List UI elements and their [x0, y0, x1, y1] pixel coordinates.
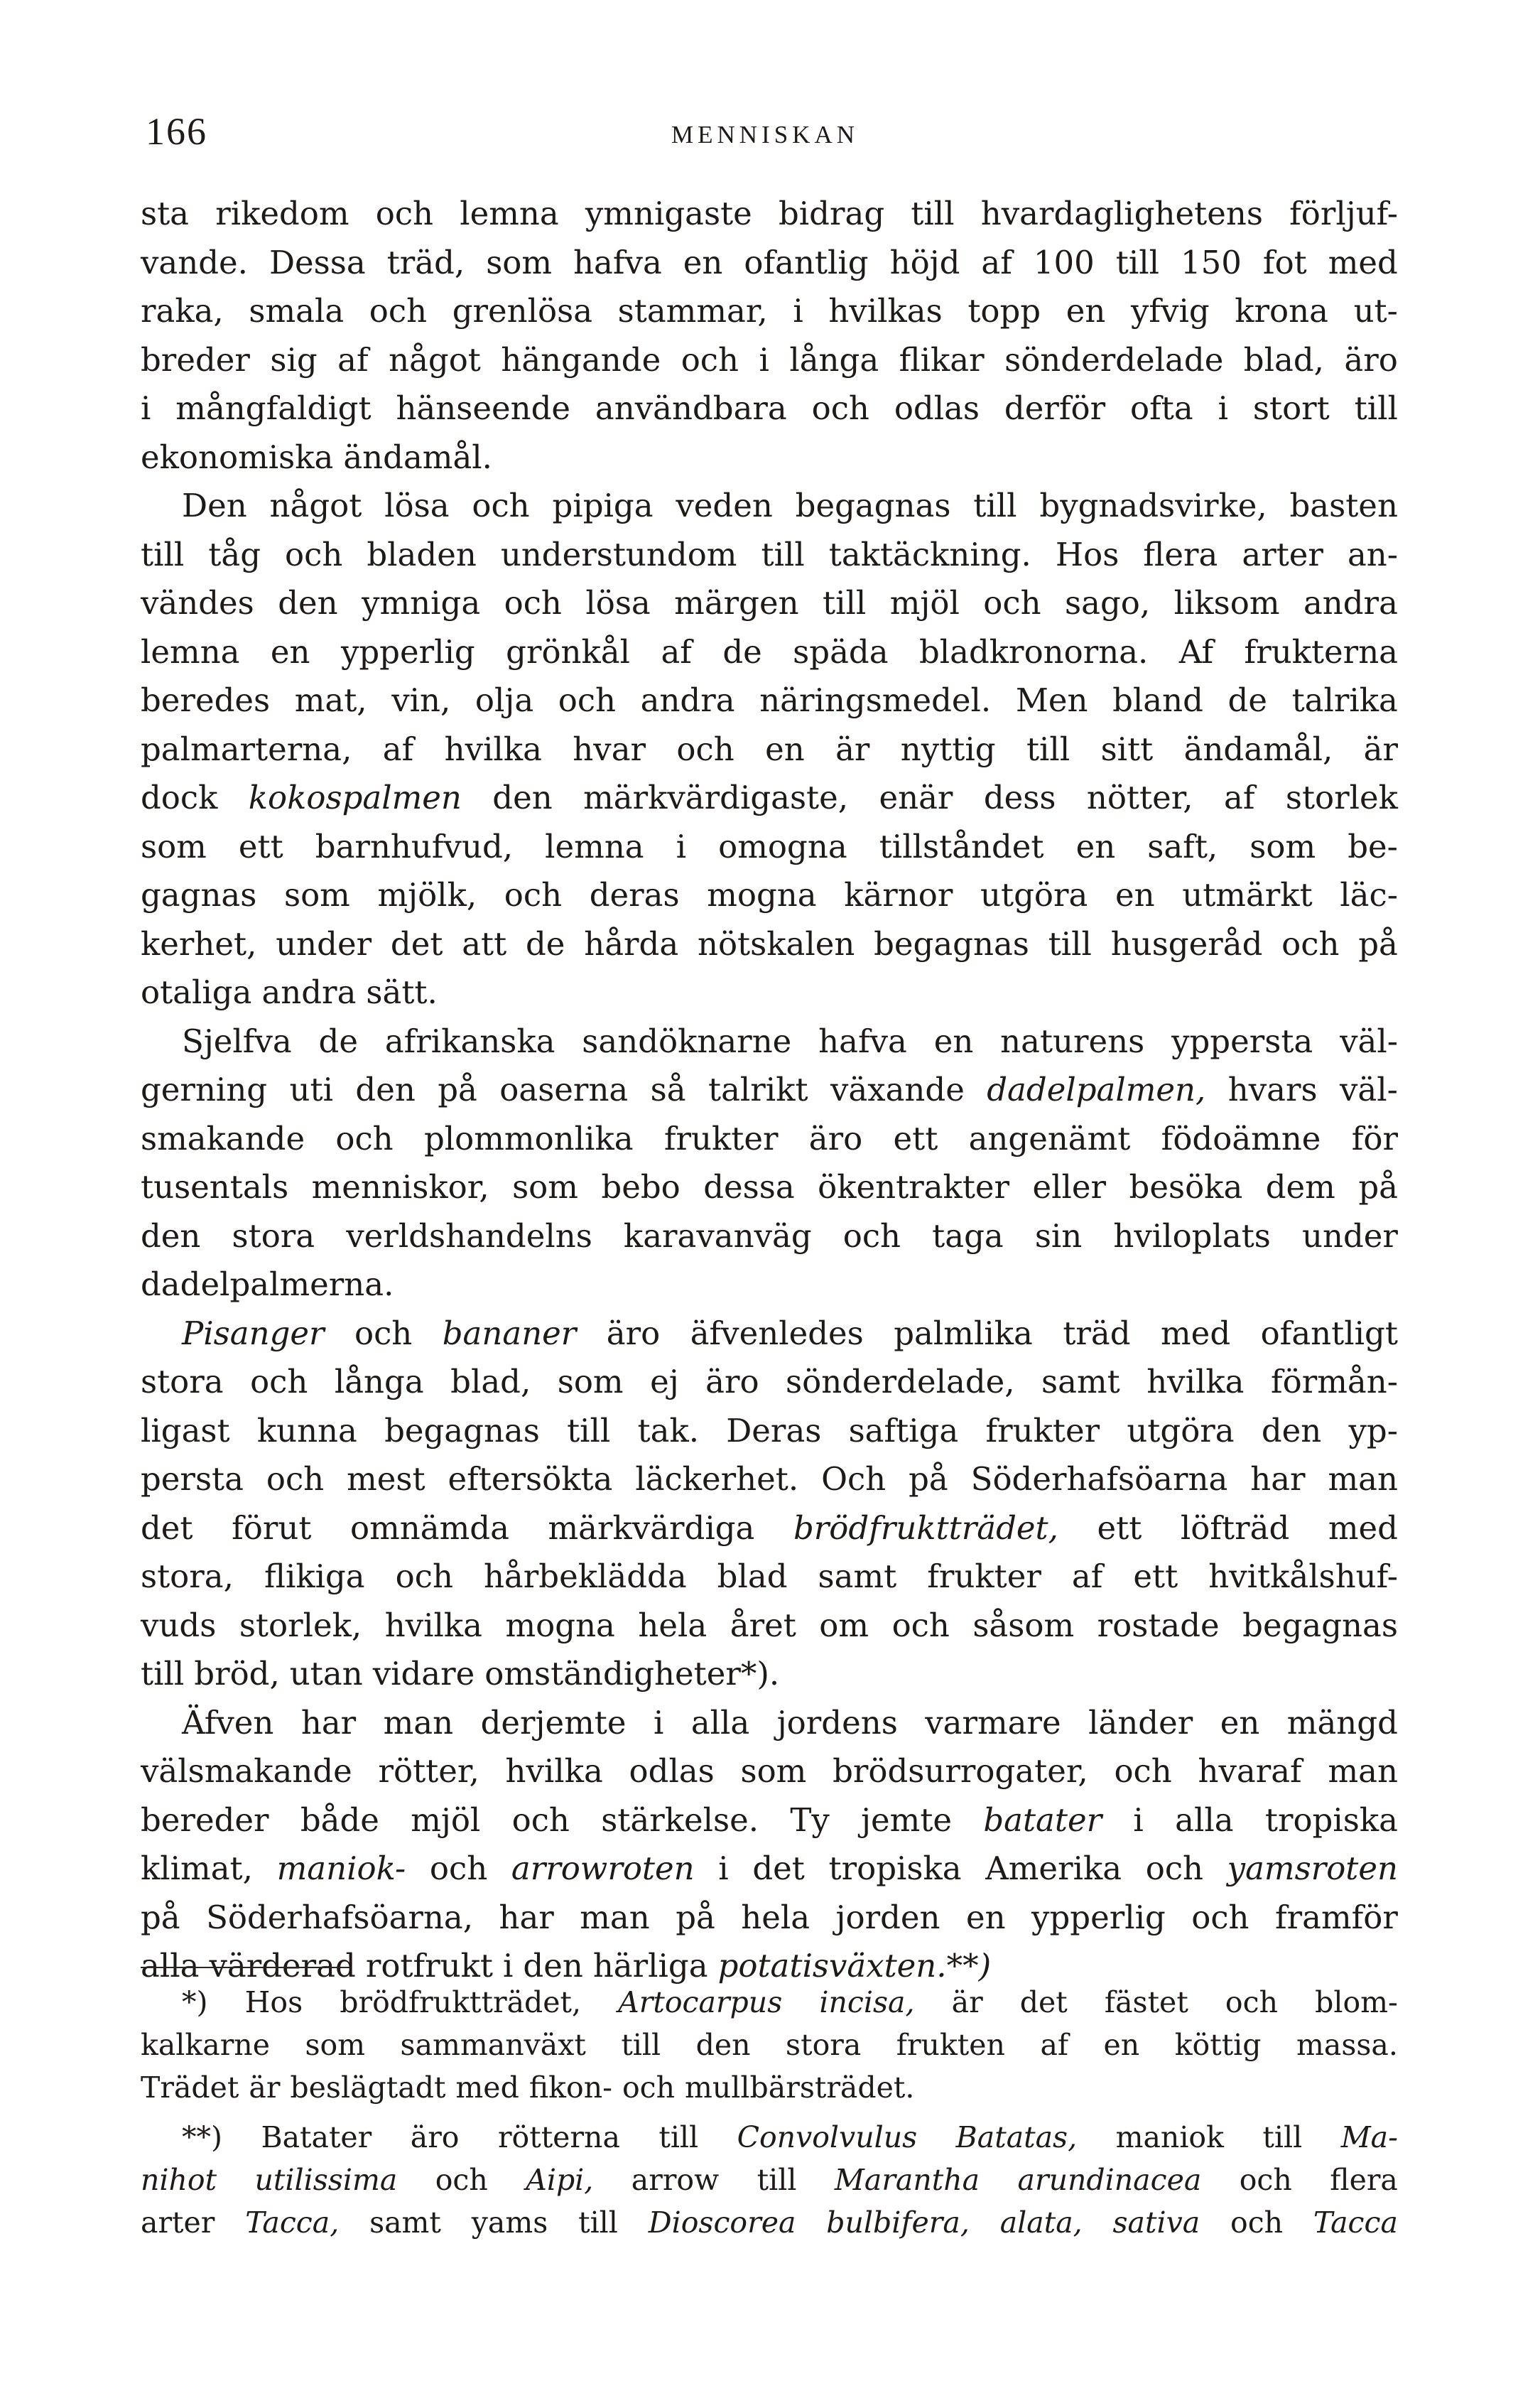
- italic-term: Ma-: [1340, 2120, 1398, 2154]
- text-line: raka, smala och grenlösa stammar, i hvilkas topp en yfvig krona ut-: [141, 292, 1398, 330]
- footnotes: [141, 1981, 1398, 2244]
- text-line: otaliga andra sätt.: [141, 973, 438, 1011]
- text-line: beredes mat, vin, olja och andra näringsmedel. Men bland de talrika: [141, 681, 1398, 719]
- italic-term: Tacca,: [245, 2205, 340, 2240]
- text-line: gerning uti den på oaserna så talrikt växande dadelpalmen, hvars väl-: [141, 1066, 1398, 1115]
- italic-term: potatisväxten.**): [717, 1947, 992, 1985]
- text-line: kerhet, under det att de hårda nötskalen begagnas till husgeråd och på: [141, 924, 1398, 963]
- text-line: smakande och plommonlika frukter äro ett angenämt födoämne för: [141, 1119, 1398, 1157]
- page-number: 166: [146, 110, 207, 153]
- footnote-line: arter Tacca, samt yams till Dioscorea bulbifera, alata, sativa och Tacca: [141, 2201, 1398, 2244]
- italic-term: arrowroten: [511, 1850, 695, 1887]
- footnote-2: [141, 2116, 1398, 2244]
- italic-term: Artocarpus: [618, 1985, 783, 2019]
- text-line: Pisanger och bananer äro äfvenledes palmlika träd med ofantligt: [141, 1310, 1398, 1359]
- text-line: tusentals menniskor, som bebo dessa ökentrakter eller besöka dem på: [141, 1168, 1398, 1206]
- text-line: vande. Dessa träd, som hafva en ofantlig höjd af 100 till 150 fot med: [141, 243, 1398, 281]
- body-text: [141, 190, 1398, 1991]
- italic-term: utilissima: [254, 2163, 398, 2197]
- text-line: till bröd, utan vidare omständigheter*).: [141, 1655, 780, 1692]
- italic-term: alata,: [999, 2205, 1083, 2240]
- text-line: dock kokospalmen den märkvärdigaste, enär dess nötter, af storlek: [141, 774, 1398, 823]
- footnote-line: Trädet är beslägtadt med fikon- och mullbärsträdet.: [141, 2070, 915, 2105]
- text-line: vuds storlek, hvilka mogna hela året om och såsom rostade begagnas: [141, 1606, 1398, 1644]
- italic-term: arundinacea: [1017, 2163, 1202, 2197]
- text-line: stora och långa blad, som ej äro sönderdelade, samt hvilka förmån-: [141, 1363, 1398, 1400]
- text-line: ekonomiska ändamål.: [141, 438, 492, 476]
- text-line: persta och mest eftersökta läckerhet. Och på Söderhafsöarna har man: [141, 1460, 1398, 1498]
- footnote-divider: [141, 1967, 350, 1968]
- text-line: gagnas som mjölk, och deras mogna kärnor utgöra en utmärkt läc-: [141, 876, 1398, 914]
- italic-term: yamsroten: [1227, 1850, 1398, 1887]
- text-line: vändes den ymniga och lösa märgen till mjöl och sago, liksom andra: [141, 584, 1398, 622]
- text-line: till tåg och bladen understundom till taktäckning. Hos flera arter an-: [141, 535, 1398, 573]
- running-head: [146, 107, 1403, 163]
- text-line: breder sig af något hängande och i långa flikar sönderdelade blad, äro: [141, 340, 1398, 379]
- footnote-1: [141, 1981, 1398, 2109]
- italic-term: brödfruktträdet,: [793, 1508, 1058, 1547]
- footnote-line: nihot utilissima och Aipi, arrow till Marantha arundinacea och flera: [141, 2159, 1398, 2201]
- text-line: Den något lösa och pipiga veden begagnas till bygnadsvirke, basten: [182, 487, 1398, 524]
- text-line: klimat, maniok- och arrowroten i det tropiska Amerika och yamsroten: [141, 1845, 1398, 1894]
- italic-term: Aipi,: [526, 2163, 594, 2197]
- italic-term: Marantha: [834, 2163, 980, 2197]
- page-header-title: MENNISKAN: [671, 121, 859, 149]
- text-line: på Söderhafsöarna, har man på hela jorden en ypperlig och framför: [141, 1898, 1398, 1936]
- text-line: lemna en ypperlig grönkål af de späda bladkronorna. Af frukterna: [141, 632, 1398, 671]
- italic-term: dadelpalmen,: [987, 1071, 1206, 1108]
- text-line: i mångfaldigt hänseende användbara och odlas derför ofta i stort till: [141, 389, 1398, 427]
- italic-term: maniok-: [276, 1850, 406, 1887]
- italic-term: sativa: [1112, 2205, 1200, 2240]
- text-line: alla värderad rotfrukt i den härliga potatisväxten.**): [141, 1942, 1398, 1991]
- footnote-line: **) Batater äro rötterna till Convolvulus Batatas, maniok till Ma-: [141, 2116, 1398, 2159]
- italic-term: bananer: [442, 1314, 577, 1352]
- italic-term: Pisanger: [182, 1314, 325, 1352]
- text-line: dadelpalmerna.: [141, 1265, 394, 1303]
- text-line: den stora verldshandelns karavanväg och taga sin hviloplats under: [141, 1216, 1398, 1255]
- text-line: välsmakande rötter, hvilka odlas som brödsurrogater, och hvaraf man: [141, 1752, 1398, 1790]
- text-line: sta rikedom och lemna ymnigaste bidrag till hvardaglighetens förljuf-: [141, 195, 1398, 232]
- text-line: det förut omnämda märkvärdiga brödfruktträdet, ett löfträd med: [141, 1504, 1398, 1553]
- italic-term: bulbifera,: [826, 2205, 970, 2240]
- text-line: ligast kunna begagnas till tak. Deras saftiga frukter utgöra den yp-: [141, 1411, 1398, 1449]
- footnote-line: *) Hos brödfruktträdet, Artocarpus incisa, är det fästet och blom-: [141, 1981, 1398, 2024]
- italic-term: batater: [983, 1800, 1102, 1839]
- text-line: som ett barnhufvud, lemna i omogna tillståndet en saft, som be-: [141, 827, 1398, 865]
- italic-term: incisa,: [819, 1985, 915, 2019]
- footnote-line: kalkarne som sammanväxt till den stora frukten af en köttig massa.: [141, 2028, 1398, 2062]
- italic-term: Convolvulus: [737, 2120, 918, 2154]
- text-line: Äfven har man derjemte i alla jordens varmare länder en mängd: [182, 1703, 1398, 1742]
- text-line: palmarterna, af hvilka hvar och en är nyttig till sitt ändamål, är: [141, 730, 1398, 768]
- italic-term: Batatas,: [955, 2120, 1078, 2154]
- italic-term: Dioscorea: [648, 2205, 796, 2240]
- italic-term: Tacca: [1313, 2205, 1398, 2240]
- text-line: stora, flikiga och hårbeklädda blad samt frukter af ett hvitkålshuf-: [141, 1557, 1398, 1595]
- italic-term: nihot: [141, 2163, 217, 2197]
- text-line: bereder både mjöl och stärkelse. Ty jemte batater i alla tropiska: [141, 1796, 1398, 1845]
- italic-term: kokospalmen: [248, 779, 462, 816]
- text-line: Sjelfva de afrikanska sandöknarne hafva en naturens yppersta väl-: [182, 1022, 1398, 1060]
